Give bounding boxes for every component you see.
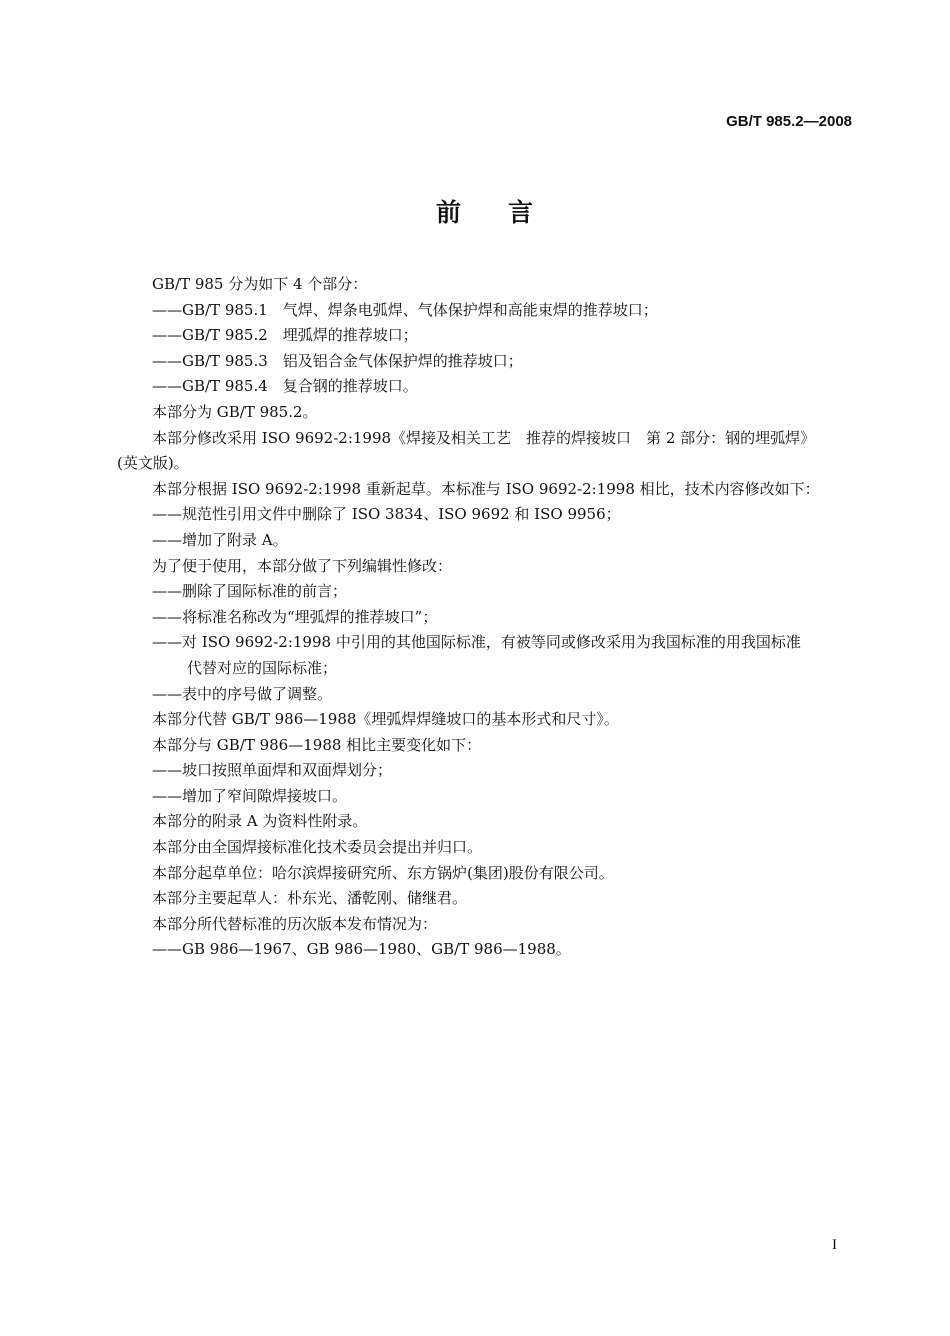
text-line: ——删除了国际标准的前言； — [152, 582, 348, 601]
text-line: ——GB/T 985.1 气焊、焊条电弧焊、气体保护焊和高能束焊的推荐坡口； — [152, 300, 658, 319]
text-line: ——GB 986—1967、GB 986—1980、GB/T 986—1988。 — [152, 940, 571, 959]
text-line: ——GB/T 985.2 埋弧焊的推荐坡口； — [152, 326, 418, 345]
text-line: ——增加了附录 A。 — [152, 530, 288, 549]
text-line: 本部分为 GB/T 985.2。 — [152, 402, 318, 421]
text-line: 本部分根据 ISO 9692-2:1998 重新起草。本标准与 ISO 9692-2:1998 相比，技术内容修改如下： — [152, 479, 820, 498]
text-line: 代替对应的国际标准； — [187, 658, 338, 677]
text-line: 本部分的附录 A 为资料性附录。 — [152, 812, 368, 831]
text-line: 本部分主要起草人：朴东光、潘乾刚、储继君。 — [152, 889, 468, 908]
text-line: ——对 ISO 9692-2:1998 中引用的其他国际标准，有被等同或修改采用为我国标准的用我国标准 — [152, 633, 801, 652]
text-line: GB/T 985 分为如下 4 个部分： — [152, 275, 368, 293]
text-line: 为了便于使用，本部分做了下列编辑性修改： — [152, 556, 453, 575]
standard-number: GB/T 985.2—2008 — [726, 113, 852, 130]
text-line: 本部分由全国焊接标准化技术委员会提出并归口。 — [152, 838, 483, 857]
text-line: 本部分所代替标准的历次版本发布情况为： — [152, 914, 438, 933]
text-line: ——将标准名称改为“埋弧焊的推荐坡口”； — [152, 607, 438, 626]
page-title: 前言 — [436, 198, 581, 227]
text-line: 本部分修改采用 ISO 9692-2:1998《焊接及相关工艺 推荐的焊接坡口 第 2 部分：钢的埋弧焊》 — [152, 428, 816, 447]
text-line: ——GB/T 985.4 复合钢的推荐坡口。 — [152, 377, 418, 396]
text-line: 本部分与 GB/T 986—1988 相比主要变化如下： — [152, 735, 482, 754]
text-line: ——规范性引用文件中删除了 ISO 3834、ISO 9692 和 ISO 9956； — [152, 505, 621, 524]
text-line: 本部分起草单位：哈尔滨焊接研究所、东方锅炉(集团)股份有限公司。 — [152, 863, 614, 882]
text-line: ——表中的序号做了调整。 — [152, 684, 333, 703]
text-line: ——GB/T 985.3 铝及铝合金气体保护焊的推荐坡口； — [152, 351, 523, 370]
text-line: 本部分代替 GB/T 986—1988《埋弧焊焊缝坡口的基本形式和尺寸》。 — [152, 710, 619, 729]
text-line: ——增加了窄间隙焊接坡口。 — [152, 786, 348, 805]
foreword-body — [117, 272, 857, 963]
page-number: I — [832, 1237, 837, 1253]
text-line: ——坡口按照单面焊和双面焊划分； — [152, 761, 393, 780]
text-line: (英文版)。 — [117, 454, 189, 473]
